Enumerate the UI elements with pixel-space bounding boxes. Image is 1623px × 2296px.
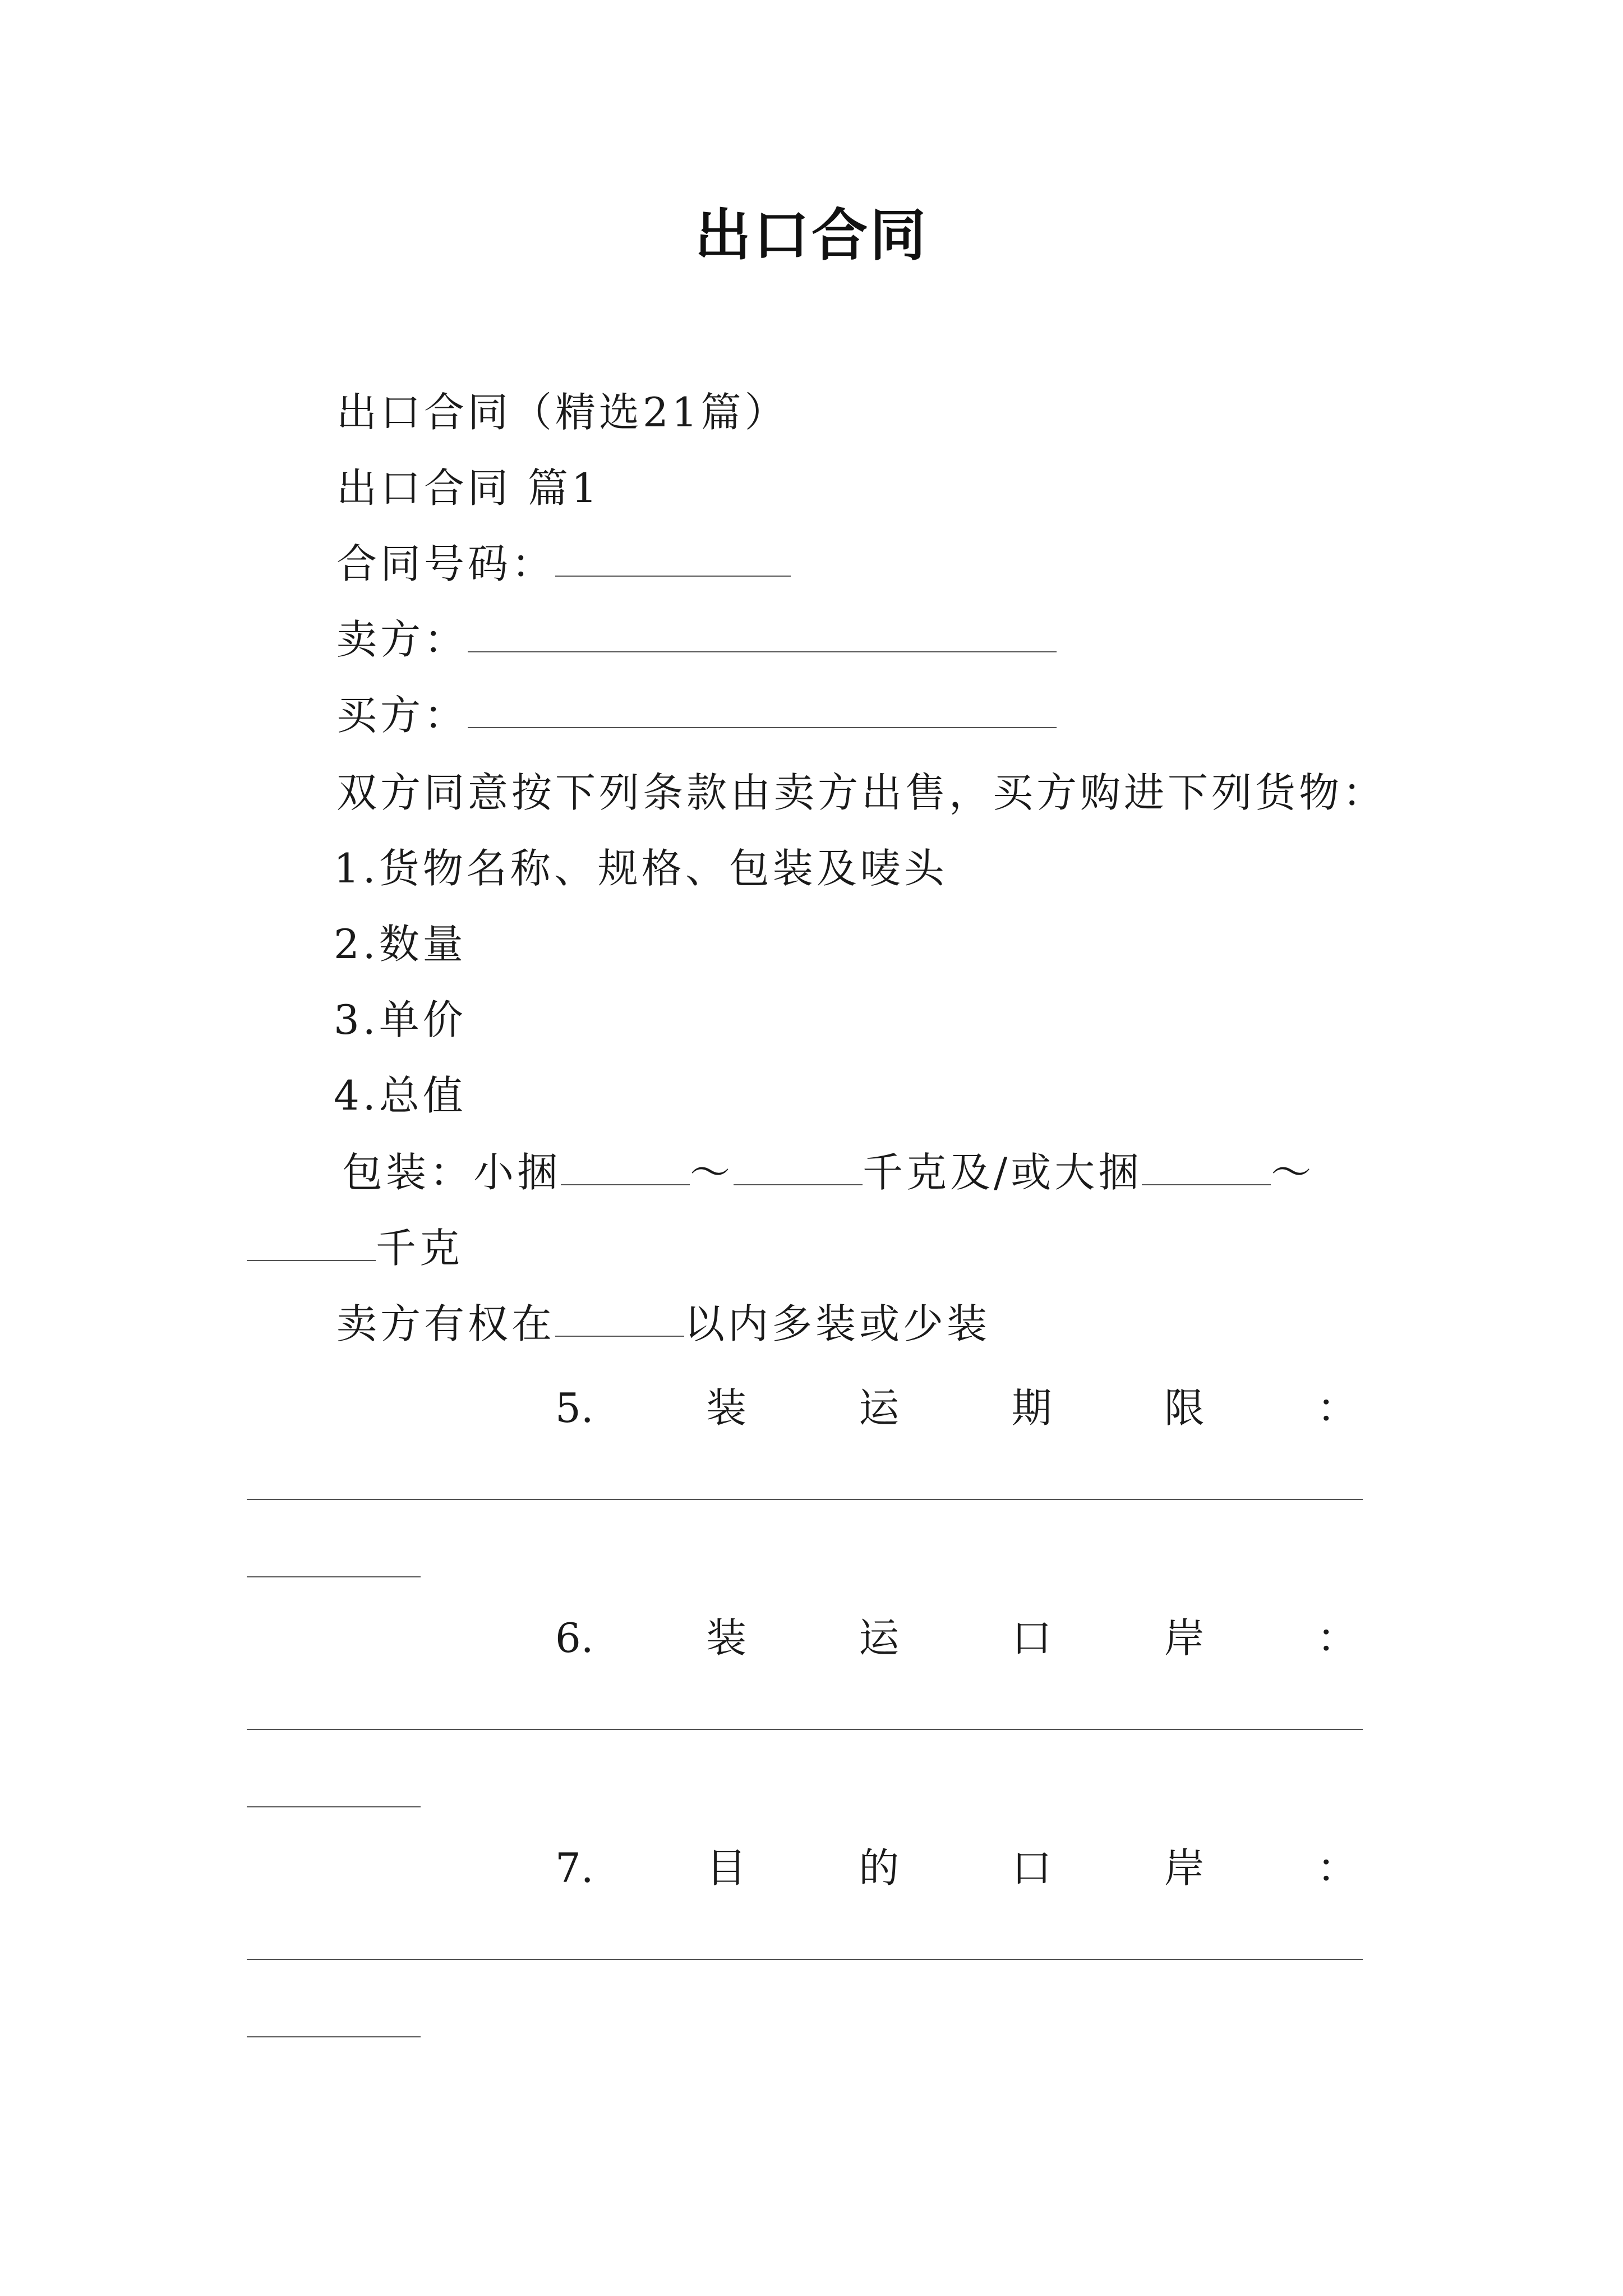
item-goods: 1.货物名称、规格、包装及唛头 [334,845,948,892]
seller-line [336,609,1057,670]
seller-right-line [336,1293,990,1355]
clause-5-char: 期 [1011,1384,1052,1432]
clause-5-blank-line-2 [247,1576,421,1577]
seller-label: 卖方： [336,616,468,663]
document-subtitle: 出口合同（精选21篇） [336,389,789,436]
seller-right-blank [555,1297,684,1337]
item-quantity: 2.数量 [334,921,467,968]
clause-7-char: 的 [859,1844,900,1892]
clause-5-char: 装 [706,1384,746,1432]
clause-6-number: 6. [555,1614,594,1662]
packing-blank-2 [734,1146,863,1185]
packing-tail-text: 千克 [376,1225,464,1272]
section-heading: 出口合同 篇1 [336,464,601,512]
clause-6-char: 装 [706,1614,746,1662]
clause-5-char: 限 [1164,1384,1205,1432]
clause-7-char: 岸 [1164,1844,1205,1892]
clause-7-blank-line-2 [247,2036,421,2037]
contract-number-label: 合同号码： [336,540,556,587]
clause-6-blank-line-2 [247,1806,421,1807]
document-title: 出口合同 [695,203,928,268]
packing-line-continued [247,1217,463,1279]
contract-number-line [336,533,791,595]
clause-7-number: 7. [555,1844,594,1892]
clause-6-char: 口 [1011,1614,1052,1662]
seller-blank [468,613,1057,652]
clause-6-char: 岸 [1164,1614,1205,1662]
clause-5-blank-line-1 [247,1499,1363,1500]
buyer-line [336,684,1057,746]
packing-tilde-1: ～ [690,1149,734,1196]
buyer-label: 买方： [336,692,468,739]
packing-label: 包装：小捆 [342,1149,561,1196]
packing-blank-3 [1142,1146,1271,1185]
contract-number-blank [555,537,791,577]
clause-7-colon: ： [1316,1844,1357,1892]
buyer-blank [468,689,1057,728]
packing-tilde-2: ～ [1271,1149,1315,1196]
clause-6-char: 运 [859,1614,900,1662]
seller-right-suffix: 以内多装或少装 [684,1300,991,1347]
intro-paragraph: 双方同意按下列条款由卖方出售，买方购进下列货物： [336,769,1387,816]
clause-5-heading [555,1377,1357,1439]
item-unit-price: 3.单价 [334,996,467,1043]
item-total-value: 4.总值 [334,1072,467,1119]
clause-5-number: 5. [555,1384,594,1432]
packing-mid-text: 千克及/或大捆 [863,1149,1142,1196]
packing-blank-4 [247,1222,376,1261]
clause-5-colon: ： [1316,1384,1357,1432]
clause-6-colon: ： [1316,1614,1357,1662]
clause-7-heading [555,1837,1357,1899]
clause-6-heading [555,1607,1357,1669]
packing-blank-1 [561,1146,690,1185]
clause-6-blank-line-1 [247,1729,1363,1730]
clause-7-blank-line-1 [247,1959,1363,1960]
clause-7-char: 目 [706,1844,746,1892]
packing-line [342,1142,1315,1203]
clause-5-char: 运 [859,1384,900,1432]
clause-7-char: 口 [1011,1844,1052,1892]
seller-right-prefix: 卖方有权在 [336,1300,556,1347]
